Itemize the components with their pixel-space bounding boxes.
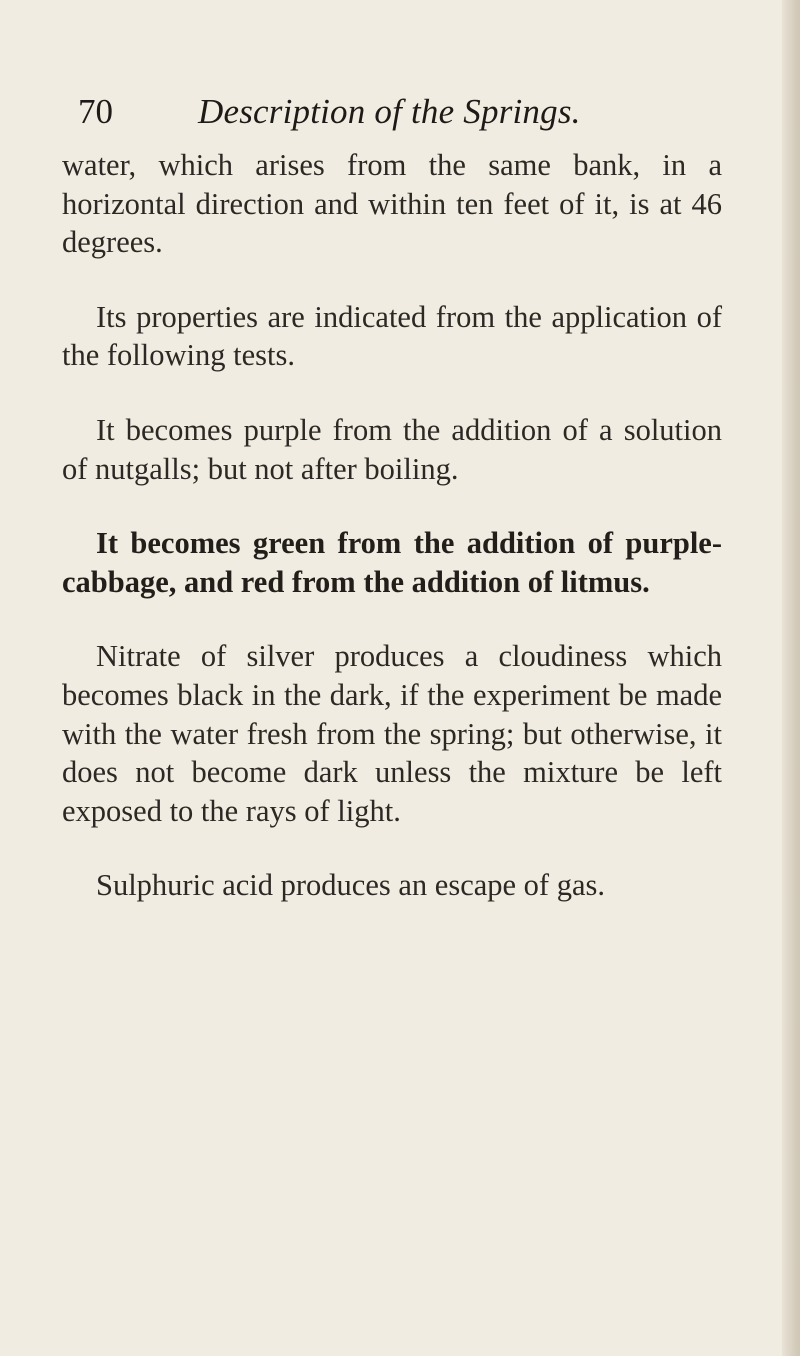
page-body [62,146,722,905]
paragraph-1: water, which arises from the same bank, in a horizontal direction and within ten feet of it, is at 46 degrees. [62,148,722,260]
paragraph-5: Nitrate of silver produces a cloudiness which becomes black in the dark, if the experiment be made with the water fresh from the spring; but otherwise, it does not become dark unless the mixture be left exposed to the rays of light. [62,639,722,828]
running-title: Description of the Springs. [198,92,581,131]
paragraph-3: It becomes purple from the addition of a solution of nutgalls; but not after boiling. [62,412,722,486]
paragraph-2: Its properties are indicated from the application of the following tests. [62,299,722,373]
page-edge [782,0,800,1356]
page-number: 70 [78,92,113,131]
paragraph-6: Sulphuric acid produces an escape of gas. [96,868,605,903]
page-header [78,92,718,136]
paragraph-4: It becomes green from the addition of purple-cabbage, and red from the addition of litmus. [62,526,722,599]
